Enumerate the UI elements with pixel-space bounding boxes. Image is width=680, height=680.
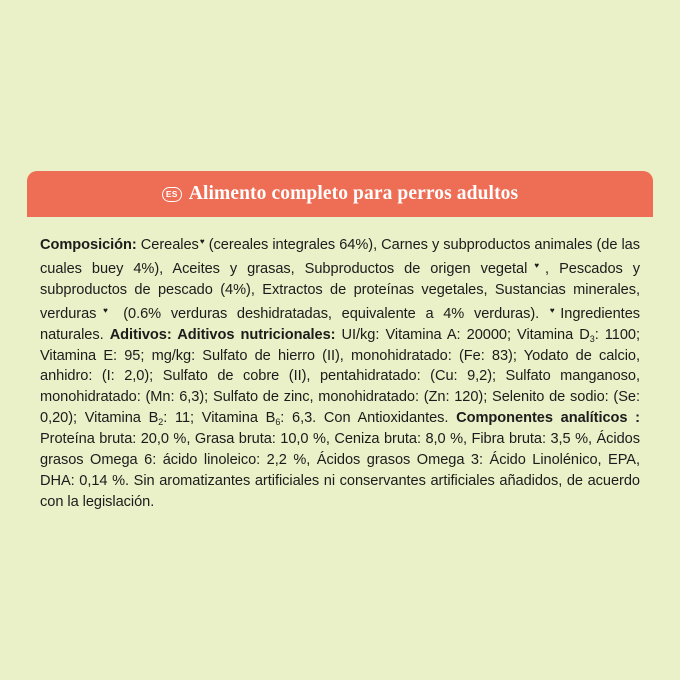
title-banner bbox=[27, 171, 653, 217]
composition-label: Composición: bbox=[40, 237, 137, 253]
text-segment: Proteína bruta: 20,0 %, Grasa bruta: 10,0 %, Ceniza bruta: 8,0 %, Fibra bruta: 3,5 %, Ácidos grasos Omega 6: ácido linoleico: 2,2 %, Ácidos grasos Omega 3: Ácido Linolénico, EPA, DHA: 0,14 %. Sin aromatizantes artificiales ni conservantes artificiales añadidos, de acuerdo con la legislación. bbox=[40, 431, 640, 510]
ingredients-text bbox=[40, 232, 640, 513]
text-segment: UI/kg: Vitamina A: 20000; Vitamina D bbox=[335, 326, 590, 343]
analytical-label: Componentes analíticos : bbox=[456, 410, 640, 427]
product-title: Alimento completo para perros adultos bbox=[188, 183, 519, 204]
heart-icon: ♥ bbox=[549, 305, 561, 315]
heart-icon: ♥ bbox=[528, 260, 546, 270]
text-segment: : 6,3. Con Antioxidantes. bbox=[280, 410, 457, 427]
heart-icon: ♥ bbox=[199, 237, 205, 246]
text-segment: Cereales bbox=[136, 237, 199, 253]
text-segment: , Pescados y subproductos de pescado (4%), Extractos de proteínas vegetales, Sustancias minerales, verduras bbox=[40, 260, 641, 322]
text-segment: : 1100; Vitamina E: 95; mg/kg: Sulfato de hierro (II), monohidratado: (Fe: 83); Yodato de calcio, anhidro: (I: 2,0); Sulfato de cobre (II), pentahidratado: (Cu: 9,2); Sulfato manganoso, monohidratado: (Mn: 6,3); Sulfato de zinc, monohidratado: (Zn: 120); Selenito de sodio: (Se: 0,20); Vitamina B bbox=[40, 326, 640, 427]
language-badge: ES bbox=[162, 187, 182, 202]
subscript: 6 bbox=[275, 417, 281, 428]
text-segment: Ingredientes naturales. bbox=[40, 305, 641, 343]
subscript: 3 bbox=[589, 333, 595, 344]
additives-label: Aditivos: Aditivos nutricionales: bbox=[109, 326, 336, 343]
text-segment: (cereales integrales 64%), Carnes y subproductos animales (de las cuales buey 4%), Aceites y grasas, Subproductos de origen vegetal bbox=[40, 237, 641, 277]
text-segment: : 11; Vitamina B bbox=[163, 410, 276, 427]
heart-icon: ♥ bbox=[97, 305, 114, 315]
subscript: 2 bbox=[158, 417, 164, 428]
text-segment: (0.6% verduras deshidratadas, equivalente a 4% verduras). bbox=[113, 305, 549, 322]
